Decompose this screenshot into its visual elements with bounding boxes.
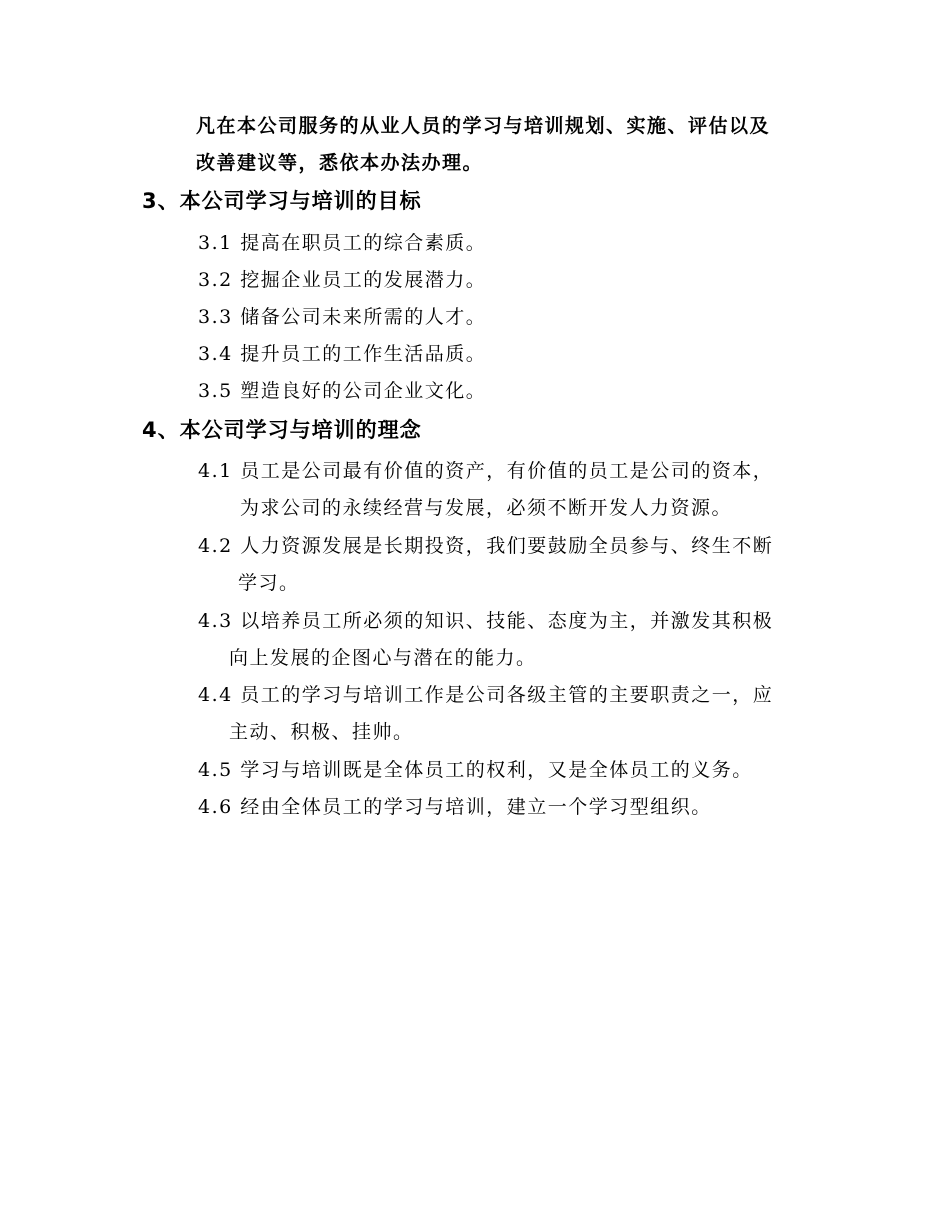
section-3-heading: 3、本公司学习与培训的目标: [142, 189, 422, 213]
section-4-item-line-1: 4.1 员工是公司最有价值的资产，有价值的员工是公司的资本，: [198, 460, 774, 482]
section-4-item-line-1: 4.4 员工的学习与培训工作是公司各级主管的主要职责之一，应: [198, 684, 774, 706]
section-4-item-line-2: 为求公司的永续经营与发展，必须不断开发人力资源。: [240, 497, 733, 519]
intro-line-2: 改善建议等，悉依本办法办理。: [196, 152, 484, 174]
section-4-item-line-2: 学习。: [238, 572, 300, 594]
section-3-item: 3.3 储备公司未来所需的人才。: [198, 306, 487, 328]
section-4-item-line-2: 向上发展的企图心与潜在的能力。: [229, 647, 537, 669]
section-3-item: 3.5 塑造良好的公司企业文化。: [198, 380, 487, 402]
section-3-item: 3.4 提升员工的工作生活品质。: [198, 343, 487, 365]
section-4-heading: 4、本公司学习与培训的理念: [142, 418, 422, 442]
intro-line-1: 凡在本公司服务的从业人员的学习与培训规划、实施、评估以及: [196, 115, 771, 137]
section-4-item-line-1: 4.3 以培养员工所必须的知识、技能、态度为主，并激发其积极: [198, 610, 774, 632]
section-4-item-line-1: 4.5 学习与培训既是全体员工的权利，又是全体员工的义务。: [198, 759, 753, 781]
section-4-item-line-1: 4.6 经由全体员工的学习与培训，建立一个学习型组织。: [198, 796, 712, 818]
section-4-item-line-2: 主动、积极、挂帅。: [229, 721, 414, 743]
section-3-item: 3.2 挖掘企业员工的发展潜力。: [198, 269, 487, 291]
section-4-item-line-1: 4.2 人力资源发展是长期投资，我们要鼓励全员参与、终生不断: [198, 535, 774, 557]
section-3-item: 3.1 提高在职员工的综合素质。: [198, 232, 487, 254]
